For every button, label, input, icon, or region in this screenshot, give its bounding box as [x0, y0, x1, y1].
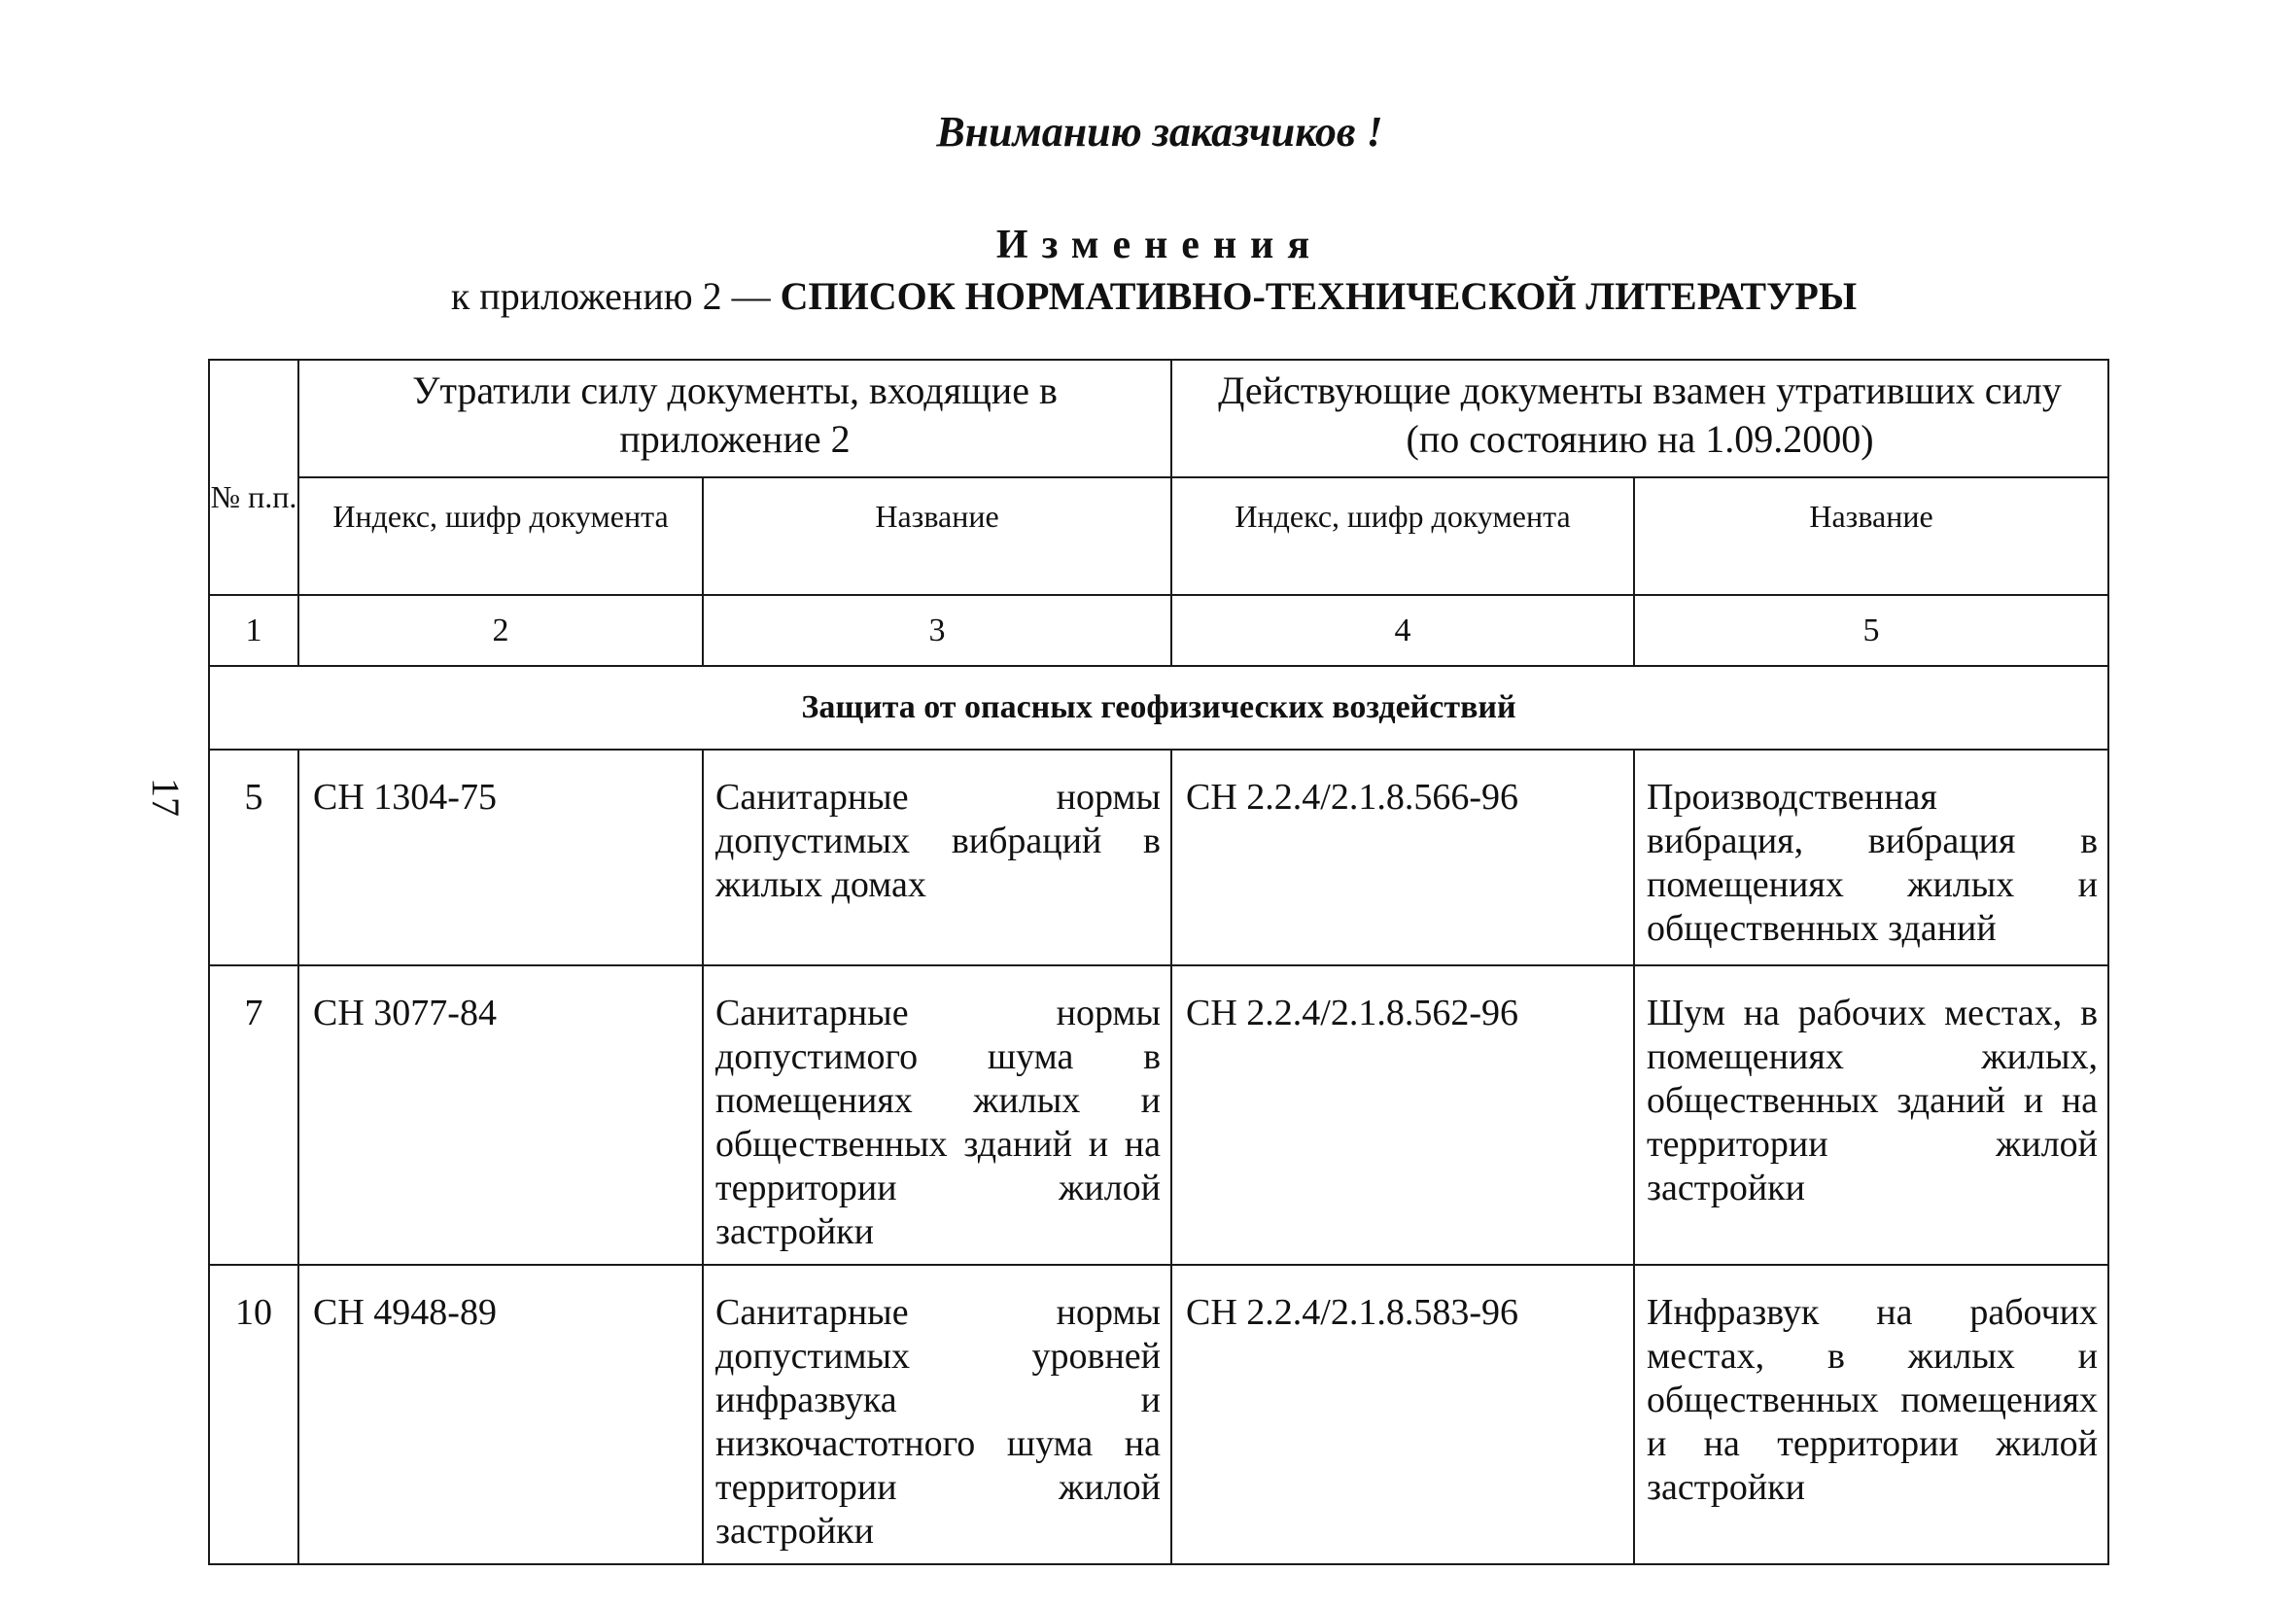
group-header-new-docs: Действующие документы взамен утративших силу (по состоянию на 1.09.2000) — [1171, 360, 2108, 477]
table-row — [209, 965, 2108, 1265]
new-doc-name: Шум на рабочих местах, в помещениях жилых, общественных зданий и на территории жилой застройки — [1634, 965, 2108, 1265]
section-row — [209, 666, 2108, 750]
column-numbers-row — [209, 595, 2108, 666]
column-number: 4 — [1171, 595, 1634, 666]
table-row — [209, 750, 2108, 965]
column-number: 2 — [298, 595, 703, 666]
old-doc-name: Санитарные нормы допустимых вибраций в жилых домах — [703, 750, 1171, 965]
column-number: 3 — [703, 595, 1171, 666]
page-title: Изменения — [995, 223, 1324, 267]
table-header-row — [209, 360, 2108, 477]
new-doc-index: СН 2.2.4/2.1.8.583-96 — [1171, 1265, 1634, 1564]
subheader-new-name: Название — [1634, 477, 2108, 595]
section-title: Защита от опасных геофизических воздействий — [209, 666, 2108, 750]
row-number: 7 — [209, 965, 298, 1265]
changes-table — [208, 359, 2109, 1565]
new-doc-index: СН 2.2.4/2.1.8.566-96 — [1171, 750, 1634, 965]
page-subtitle — [0, 270, 2296, 323]
new-doc-name: Производственная вибрация, вибрация в помещениях жилых и общественных зданий — [1634, 750, 2108, 965]
page-number: 17 — [144, 778, 188, 817]
subtitle-bold: СПИСОК НОРМАТИВНО-ТЕХНИЧЕСКОЙ ЛИТЕРАТУРЫ — [780, 274, 1858, 318]
old-doc-name: Санитарные нормы допустимых уровней инфразвука и низкочастотного шума на территории жилой застройки — [703, 1265, 1171, 1564]
old-doc-index: СН 4948-89 — [298, 1265, 703, 1564]
row-number: 5 — [209, 750, 298, 965]
old-doc-name: Санитарные нормы допустимого шума в помещениях жилых и общественных зданий и на территории жилой застройки — [703, 965, 1171, 1265]
subheader-new-index: Индекс, шифр документа — [1171, 477, 1634, 595]
col-header-number: № п.п. — [209, 360, 298, 595]
subheader-old-index: Индекс, шифр документа — [298, 477, 703, 595]
row-number: 10 — [209, 1265, 298, 1564]
table-subheader-row — [209, 477, 2108, 595]
table-row — [209, 1265, 2108, 1564]
new-doc-name: Инфразвук на рабочих местах, в жилых и общественных помещениях и на территории жилой застройки — [1634, 1265, 2108, 1564]
column-number: 1 — [209, 595, 298, 666]
group-header-old-docs: Утратили силу документы, входящие в приложение 2 — [298, 360, 1171, 477]
subheader-old-name: Название — [703, 477, 1171, 595]
new-doc-index: СН 2.2.4/2.1.8.562-96 — [1171, 965, 1634, 1265]
subtitle-prefix: к приложению 2 — — [450, 274, 781, 318]
old-doc-index: СН 1304-75 — [298, 750, 703, 965]
old-doc-index: СН 3077-84 — [298, 965, 703, 1265]
column-number: 5 — [1634, 595, 2108, 666]
customer-notice: Вниманию заказчиков ! — [936, 108, 1383, 156]
